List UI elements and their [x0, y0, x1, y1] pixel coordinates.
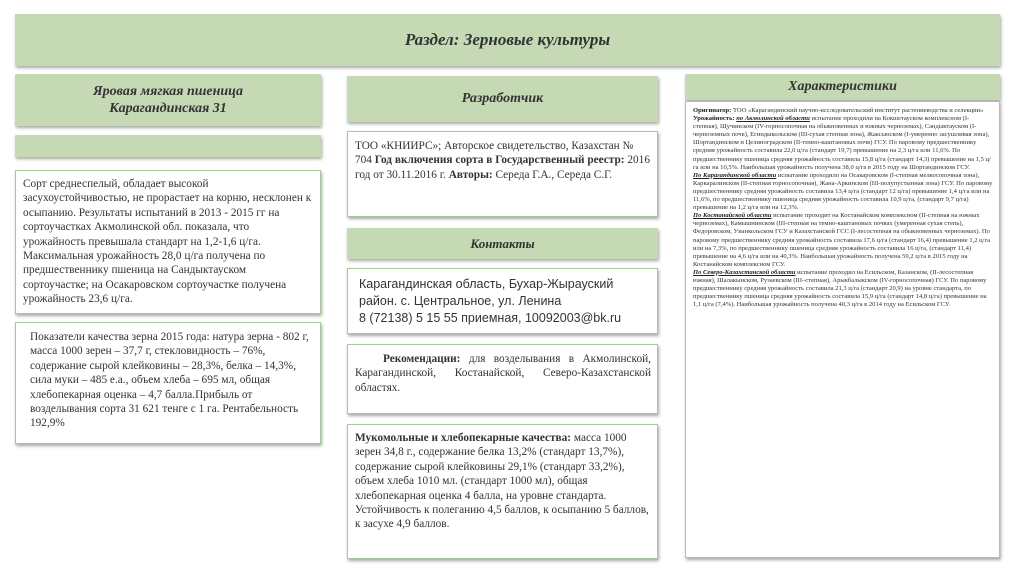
milling-qualities-label: Мукомольные и хлебопекарные качества: [355, 432, 572, 444]
yield-label: Урожайность: [693, 115, 735, 123]
variety-title-line2: Карагандинская 31 [109, 101, 227, 116]
nkz-region-label: По Северо-Казахстанской области [693, 268, 796, 276]
quality-indicators: Показатели качества зерна 2015 года: натура зерна - 802 г, масса 1000 зерен – 37,7 г, стекловидность – 76%, содержание сырой клейковины – 28,3%, белка – 14,3%, сила муки – 485 е.а., объем хлеба – 695 мл, общая хлебопекарная оценка – 4,7 балла.Прибыль от возделывания сорта 31 621 тенге с 1 га. Рентабельность 192,9% [30, 331, 309, 430]
variety-title-line1: Яровая мягкая пшеница [93, 84, 243, 99]
characteristics-header-label: Характеристики [788, 79, 897, 94]
developer-text-2: 2016 год от 30.11.2016 г. [355, 154, 650, 181]
variety-subheader-bar [15, 135, 321, 157]
contacts-phone-email: 8 (72138) 5 15 55 приемная, 10092003@bk.ru [359, 311, 622, 325]
developer-header-label: Разработчик [461, 91, 544, 106]
developer-text-1: ТОО «КНИИРС»; Авторское свидетельство, Казахстан № 704 [355, 140, 634, 167]
akmola-region-label: по Акмолинской области [736, 115, 810, 123]
originator-label: Оригинатор: [693, 107, 732, 114]
nkz-region-text: испытание проходил на Есильском, Казанском, (II-лесостепная южная), Шалакынском, Рузаевском (III–степная), Арыкбалыкском (IV-горносопочная) ГСУ. По паровому предшественнику средняя урожайность составила 21,3 ц/га (стандарт 20,9) на уровне стандарта, по предшественнику пшеница средняя урожайность составила 15,9 ц/га (стандарт 14,8 ц/га) превышение на 1,1 ц/га (7,4%). Наибольшая урожайность получена 40,3 ц/га в 2014 году на Есильском ГСУ. [693, 268, 987, 309]
milling-qualities-box [347, 424, 658, 559]
recommendations-text: для возделывания в Акмолинской, Карагандинской, Костанайской, Северо-Казахстанской областях. [355, 353, 651, 394]
developer-authors: Середа Г.А., Середа С.Г. [492, 168, 613, 181]
characteristics-header [685, 74, 1000, 100]
karaganda-region-label: По Карагандинской области [693, 171, 777, 179]
quality-indicators-box [15, 322, 321, 444]
contacts-address-line2: район. с. Центральное, ул. Ленина [359, 294, 562, 308]
milling-qualities-text: масса 1000 зерен 34,8 г., содержание белка 13,2% (стандарт 13,7%), содержание сырой клейковины 29,1% (стандарт 33,2%), объем хлеба 1010 мл. (стандарт 1000 мл), общая хлебопекарная оценка 4 балла, на уровне стандарта. [355, 432, 627, 502]
developer-header [347, 76, 658, 122]
section-title: Раздел: Зерновые культуры [404, 30, 611, 49]
kostanay-region-text: испытание проходит на Костанайском комплексном (II-степная на южных черноземах), Камышнинском (III-степная на темно-каштановых почвах (умеренная сухая степь), Федоровском, Узынкольском ГСУ и Казахстанской ГСС (I-лесостепная на обыкновенных черноземах). По паровому предшественнику средняя урожайность составила 17,6 ц/га (стандарт 16,4) превышение 1,2 ц/га или на 7,3%, по предшественнику пшеница средняя урожайность составила 16 ц/га, (стандарт 11,4) превышение на 4,6 ц/га или на 40,3%. Наибольшая урожайность получена 59,2 ц/га в 2015 году на Костанайском комплексном ГСУ. [693, 212, 991, 268]
resistance-text: Устойчивость к полеганию 4,5 баллов, к осыпанию 5 баллов, к засухе 4,9 баллов. [355, 504, 649, 531]
contacts-address-line1: Карагандинская область, Бухар-Жырауский [359, 277, 614, 291]
recommendations-label: Рекомендации: [383, 353, 461, 365]
karaganda-region-text: испытание проходило на Осакаровском (I-степная мелкосопочная зона), Каркаралинском (II-степная горносопочная), Жана-Аркинском (III-полупустынная зона) ГСУ. По паровому предшественнику средняя урожайность составила 13,4 ц/га (стандарт 12 ц/га) превышение 1,4 ц/га или на 11,6%, по предшественнику пшеница средняя урожайность составила 10,9 ц/га, (стандарт 9,7 ц/га) превышение на 1,2 ц/га или на 12,3%. [693, 171, 993, 212]
variety-title-box [15, 74, 321, 126]
variety-description: Сорт среднеспелый, обладает высокой засухоустойчивостью, не прорастает на корню, несклонен к осыпанию. Результаты испытаний в 2013 - 2015 гг на сортоучастках Акмолинской обл. показала, что урожайность превышала стандарт на 1,2-1,6 ц/га. Максимальная урожайность 28,0 ц/га получена по предшественнику пшеница на Сандыктауском сортоучастке; на Осакаровском сортоучастке получена урожайность 23,6 ц/га. [23, 178, 312, 306]
contacts-header-label: Контакты [470, 235, 535, 251]
recommendations-box [347, 344, 658, 414]
contacts-header [347, 228, 658, 259]
contacts-box [347, 268, 658, 334]
kostanay-region-label: По Костанайской области [693, 212, 772, 220]
authors-label: Авторы: [448, 168, 493, 181]
variety-description-box [15, 170, 321, 314]
developer-info-box [347, 131, 658, 217]
register-year-label: Год включения сорта в Государственный реестр: [374, 154, 625, 167]
characteristics-box [685, 101, 1000, 558]
originator-text: ТОО «Карагандинский научно-исследовательский институт растениеводства и селекции» [731, 107, 984, 114]
section-title-banner [15, 14, 1000, 66]
akmola-region-text: испытание проходили на Кокшетауском комплексном (I-степная), Щучинском (IV-горносопочная на обыкновенных и южных черноземах), Сандыктауском (I-черноземных почв), Егиндыкольском (III-сухая степная зона), Жаксынском (I-умеренно засушливая зона), Шортандинском и Целиноградском (II-темно-каштановых почв) ГСУ. По паровому предшественнику средняя урожайность составила 22,0 ц/га (стандарт 19,7) превышение на 2,3 ц/га или 11,6%. По предшественнику пшеница средняя урожайность составила 15,8 ц/га (стандарт 14,3) превышение на 1,5 ц/га или на 10,5%. Наибольшая урожайность получена 38,0 ц/га в 2015 году на Шортандинском ГСУ. [693, 115, 991, 171]
